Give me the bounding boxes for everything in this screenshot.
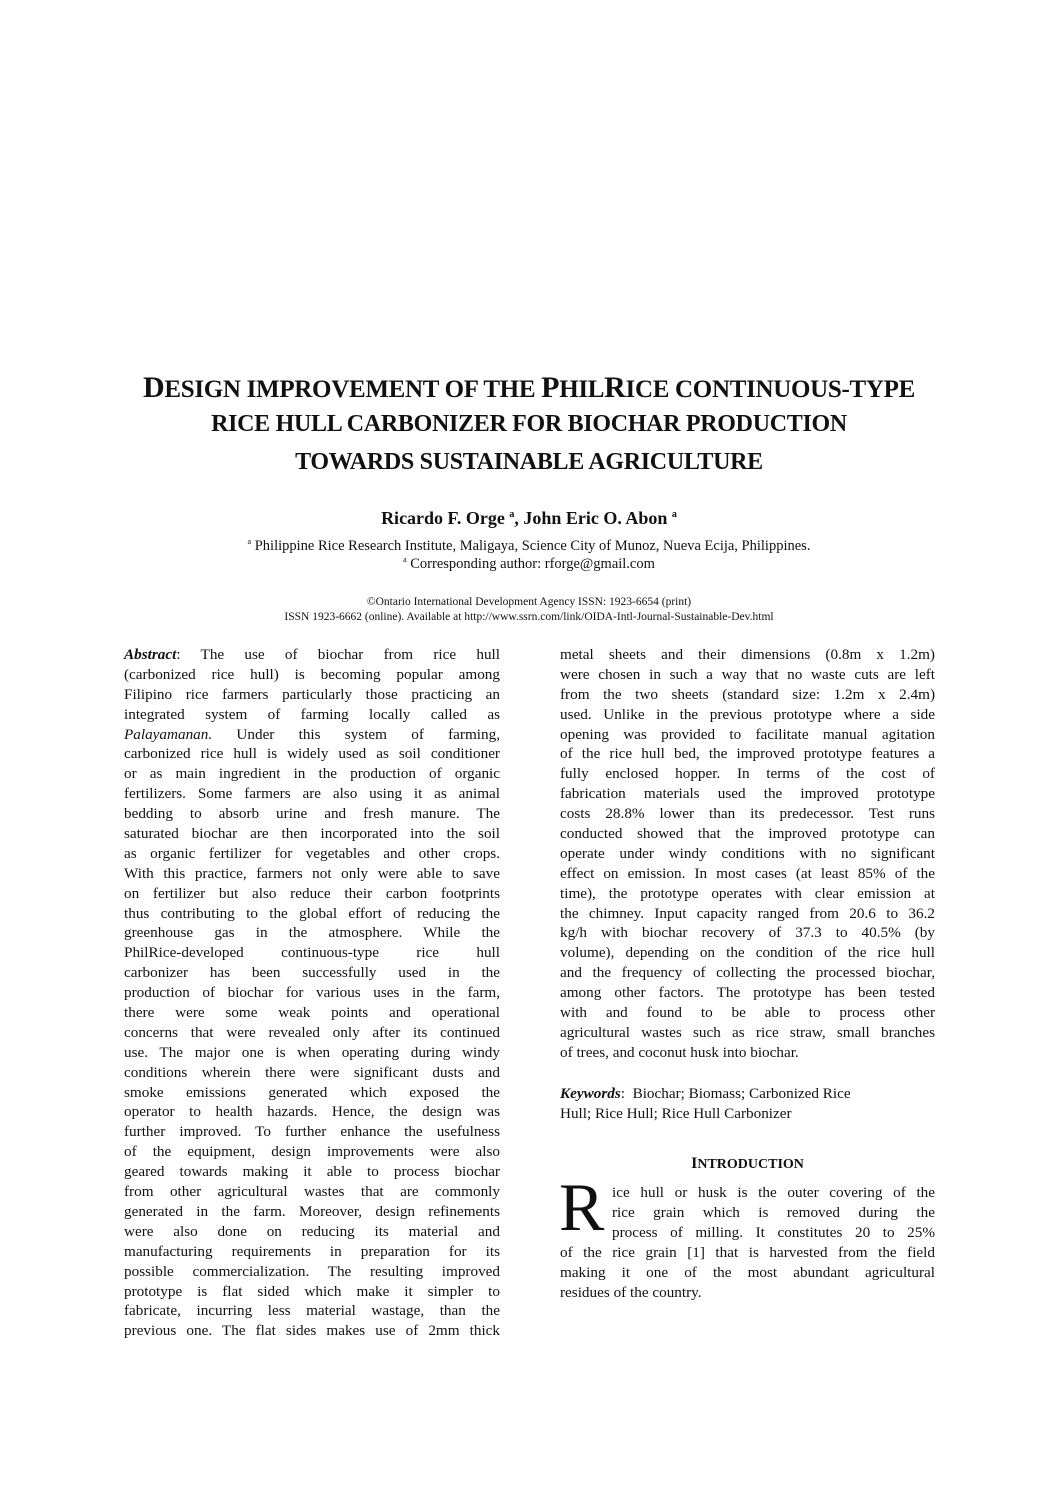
text-line: used. Unlike in the previous prototype where a side — [560, 705, 935, 723]
text-line: With this practice, farmers not only were able to save — [124, 864, 500, 882]
abstract-left-column — [124, 645, 500, 1341]
title-text: HIL — [559, 376, 605, 403]
text-line: previous one. The flat sides makes use of 2mm thick — [124, 1322, 500, 1340]
keywords — [560, 1084, 935, 1124]
author-name: Ricardo F. Orge — [381, 508, 505, 528]
text-line — [124, 725, 500, 745]
text-line: of the equipment, design improvements were also — [124, 1143, 500, 1161]
corresponding-author — [0, 555, 1058, 573]
text-line: from other agricultural wastes that are commonly — [124, 1183, 500, 1201]
author-separator: , — [514, 508, 524, 528]
text-line: residues of the country. — [560, 1284, 702, 1301]
text-line: making it one of the most abundant agricultural — [560, 1264, 935, 1281]
text-line: (carbonized rice hull) is becoming popular among — [124, 665, 500, 683]
abstract-text: Under this system of farming, — [212, 725, 500, 743]
text-line: manufacturing requirements in preparation for its — [124, 1242, 500, 1260]
title-cap: R — [604, 371, 626, 404]
text-line: operator to health hazards. Hence, the design was — [124, 1103, 500, 1121]
corresponding-author-text: Corresponding author: rforge@gmail.com — [406, 555, 655, 572]
text-line: volume), depending on the condition of the rice hull — [560, 944, 935, 962]
text-line: carbonizer has been successfully used in the — [124, 964, 500, 982]
paper-title-line-1 — [0, 369, 1058, 409]
text-line: metal sheets and their dimensions (0.8m x 1.2m) — [560, 646, 935, 663]
text-line: with and found to be able to process other — [560, 1004, 935, 1022]
paper-title-line-2: RICE HULL CARBONIZER FOR BIOCHAR PRODUCTION — [211, 411, 847, 437]
text-line: there were some weak points and operational — [124, 1004, 500, 1022]
text-line: agricultural wastes such as rice straw, small branches — [560, 1023, 935, 1041]
issn-online: ISSN 1923-6662 (online). Available at http://www.ssrn.com/link/OIDA-Intl-Journal-Sustainable-Dev.html — [284, 611, 774, 623]
author-affil-mark: a — [671, 509, 677, 520]
intro-full-lines — [560, 1243, 935, 1303]
intro-indented-lines — [612, 1183, 935, 1243]
text-line: costs 28.8% lower than its predecessor. Test runs — [560, 805, 935, 823]
text-line: carbonized rice hull is widely used as soil conditioner — [124, 745, 500, 763]
text-line: fabrication materials used the improved prototype — [560, 785, 935, 803]
abstract-text: The use of biochar from rice hull — [180, 646, 500, 663]
keywords-colon: : — [620, 1085, 625, 1102]
text-line: PhilRice-developed continuous-type rice hull — [124, 944, 500, 962]
text-line: geared towards making it able to process biochar — [124, 1163, 500, 1181]
text-line — [124, 645, 500, 665]
text-line: Filipino rice farmers particularly those practicing an — [124, 685, 500, 703]
text-line: process of milling. It constitutes 20 to 25% — [612, 1224, 935, 1241]
text-line: from the two sheets (standard size: 1.2m x 2.4m) — [560, 685, 935, 703]
text-line: fully enclosed hopper. In terms of the cost of — [560, 765, 935, 783]
text-line: further improved. To further enhance the usefulness — [124, 1123, 500, 1141]
text-line: among other factors. The prototype has been tested — [560, 984, 935, 1002]
text-line: conditions wherein there were significant dusts and — [124, 1063, 500, 1081]
text-line: operate under windy conditions with no significant — [560, 844, 935, 862]
text-line: integrated system of farming locally called as — [124, 705, 500, 723]
text-line: time), the prototype operates with clear emission at — [560, 884, 935, 902]
title-text: ESIGN IMPROVEMENT OF THE — [164, 376, 542, 403]
author-name: John Eric O. Abon — [523, 508, 668, 528]
text-line: greenhouse gas in the atmosphere. While the — [124, 924, 500, 942]
abstract-colon: : — [176, 646, 181, 663]
author-affil-mark: a — [509, 509, 515, 520]
title-text: ICE CONTINUOUS-TYPE — [625, 376, 916, 403]
text-line: smoke emissions generated which exposed the — [124, 1083, 500, 1101]
text-line: the chimney. Input capacity ranged from 20.6 to 36.2 — [560, 904, 935, 922]
text-line: rice grain which is removed during the — [612, 1204, 935, 1221]
italic-term: Palayamanan. — [124, 725, 213, 743]
affil-mark: a — [403, 555, 407, 564]
text-line: prototype is flat sided which make it simpler to — [124, 1282, 500, 1300]
text-line: or as main ingredient in the production of organic — [124, 765, 500, 783]
abstract-right-column — [560, 645, 935, 1063]
text-line: of trees, and coconut husk into biochar. — [560, 1043, 799, 1061]
text-line: of the rice hull bed, the improved prototype features a — [560, 745, 935, 763]
text-line: production of biochar for various uses in the farm, — [124, 984, 500, 1002]
title-cap: P — [541, 371, 560, 404]
keywords-line-2: Hull; Rice Hull; Rice Hull Carbonizer — [560, 1105, 792, 1122]
text-line: conducted showed that the improved prototype can — [560, 825, 935, 843]
text-line: and the frequency of collecting the processed biochar, — [560, 964, 935, 982]
text-line: of the rice grain [1] that is harvested from the field — [560, 1244, 935, 1261]
text-line: on fertilizer but also reduce their carbon footprints — [124, 884, 500, 902]
affiliation-text: Philippine Rice Research Institute, Maligaya, Science City of Munoz, Nueva Ecija, Philippines. — [251, 537, 811, 554]
text-line: fertilizers. Some farmers are also using it as animal — [124, 785, 500, 803]
section-heading-introduction — [560, 1155, 935, 1173]
heading-cap: I — [691, 1155, 698, 1172]
affil-mark: a — [247, 537, 252, 546]
text-line: ice hull or husk is the outer covering of the — [612, 1184, 935, 1201]
text-line: effect on emission. In most cases (at least 85% of the — [560, 864, 935, 882]
keywords-line-1: Biochar; Biomass; Carbonized Rice — [624, 1085, 851, 1102]
heading-text: NTRODUCTION — [697, 1157, 804, 1172]
author-list — [0, 508, 1058, 529]
text-line: were also done on reducing its material and — [124, 1222, 500, 1240]
paper-title-line-3: TOWARDS SUSTAINABLE AGRICULTURE — [295, 449, 763, 475]
text-line: saturated biochar are then incorporated into the soil — [124, 825, 500, 843]
text-line: generated in the farm. Moreover, design refinements — [124, 1202, 500, 1220]
text-line: opening was provided to facilitate manual agitation — [560, 725, 935, 743]
title-cap: D — [142, 371, 165, 404]
text-line: bedding to absorb urine and fresh manure. The — [124, 805, 500, 823]
abstract-label: Abstract — [124, 646, 177, 663]
text-line: were chosen in such a way that no waste cuts are left — [560, 665, 935, 683]
keywords-label: Keywords — [560, 1085, 621, 1102]
issn-print: ©Ontario International Development Agency ISSN: 1923-6654 (print) — [366, 596, 692, 608]
text-line: thus contributing to the global effort of reducing the — [124, 904, 500, 922]
text-line: use. The major one is when operating during windy — [124, 1043, 500, 1061]
text-line: as organic fertilizer for vegetables and other crops. — [124, 844, 500, 862]
text-line: possible commercialization. The resulting improved — [124, 1262, 500, 1280]
affiliation — [0, 537, 1058, 555]
drop-cap: R — [559, 1169, 605, 1245]
text-line: kg/h with biochar recovery of 37.3 to 40.5% (by — [560, 924, 935, 942]
text-line: concerns that were revealed only after its continued — [124, 1023, 500, 1041]
text-line: fabricate, incurring less material wastage, than the — [124, 1302, 500, 1320]
